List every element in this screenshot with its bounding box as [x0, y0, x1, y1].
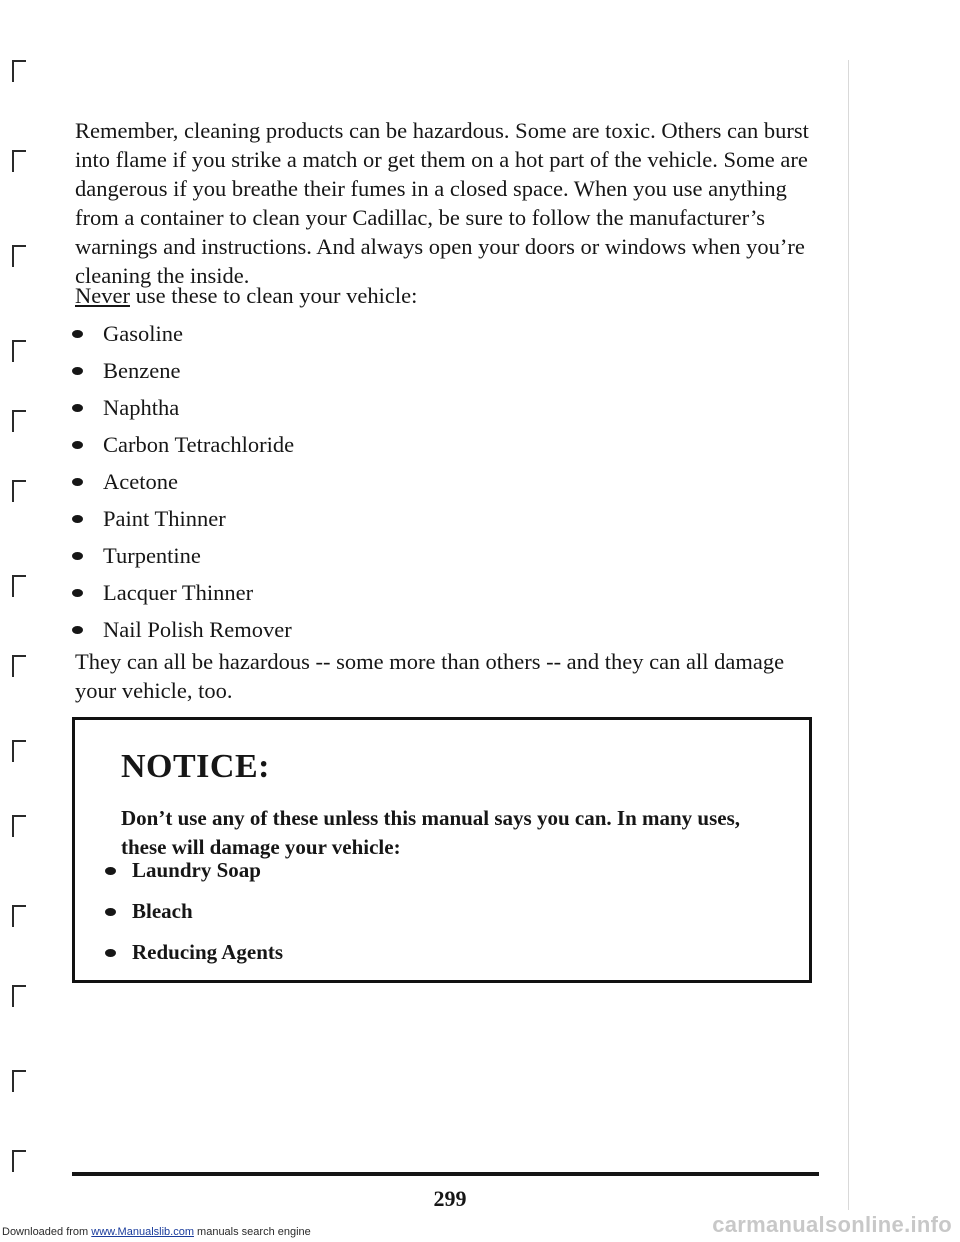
list-item	[72, 426, 294, 463]
list-item-label: Lacquer Thinner	[103, 580, 254, 605]
download-watermark	[2, 1226, 311, 1238]
bullet-icon	[72, 441, 83, 449]
page-number: 299	[433, 1186, 467, 1211]
list-item	[72, 315, 294, 352]
manualslib-link[interactable]: www.Manualslib.com	[91, 1226, 194, 1238]
notice-body: Don’t use any of these unless this manual says you can. In many uses, these will damage your vehicle:	[121, 806, 741, 859]
list-item	[72, 352, 294, 389]
watermark-suffix: manuals search engine	[193, 1226, 311, 1238]
scan-edge-line	[848, 60, 849, 1210]
list-item-label: Acetone	[103, 469, 178, 494]
closing-paragraph: They can all be hazardous -- some more than others -- and they can all damage your vehicle, too.	[75, 649, 785, 703]
list-item-label: Benzene	[103, 358, 181, 383]
hazard-list	[72, 315, 294, 648]
list-item	[72, 389, 294, 426]
bullet-icon	[72, 367, 83, 375]
footer-rule	[72, 1172, 819, 1176]
notice-title: NOTICE:	[121, 748, 270, 785]
list-item-label: Laundry Soap	[132, 858, 261, 882]
list-item-label: Reducing Agents	[132, 940, 284, 964]
bullet-icon	[72, 589, 83, 597]
list-item-label: Gasoline	[103, 321, 183, 346]
bullet-icon	[72, 515, 83, 523]
crop-mark	[12, 60, 26, 82]
notice-list	[105, 850, 283, 973]
list-item	[105, 891, 283, 932]
never-use-line	[75, 283, 417, 309]
bullet-icon	[105, 908, 116, 916]
crop-mark	[12, 410, 26, 432]
list-item-label: Nail Polish Remover	[103, 617, 292, 642]
notice-box	[72, 717, 812, 983]
crop-mark	[12, 340, 26, 362]
bullet-icon	[72, 478, 83, 486]
bullet-icon	[72, 626, 83, 634]
list-item	[105, 850, 283, 891]
crop-mark	[12, 815, 26, 837]
list-item-label: Turpentine	[103, 543, 201, 568]
crop-mark	[12, 480, 26, 502]
list-item	[105, 932, 283, 973]
site-watermark: carmanualsonline.info	[712, 1212, 952, 1237]
crop-marks	[0, 0, 60, 1242]
crop-mark	[12, 575, 26, 597]
crop-mark	[12, 245, 26, 267]
never-use-text: use these to clean your vehicle:	[129, 283, 418, 308]
crop-mark	[12, 1150, 26, 1172]
bullet-icon	[72, 404, 83, 412]
list-item	[72, 537, 294, 574]
crop-mark	[12, 1070, 26, 1092]
bullet-icon	[72, 552, 83, 560]
bullet-icon	[105, 867, 116, 875]
bullet-icon	[105, 949, 116, 957]
intro-paragraph: Remember, cleaning products can be hazardous. Some are toxic. Others can burst into flame if you strike a match or get them on a hot part of the vehicle. Some are dangerous if you breathe their fumes in a closed space. When you use anything from a container to clean your Cadillac, be sure to follow the manufacturer’s warnings and instructions. And always open your doors or windows when you’re cleaning the inside.	[75, 118, 809, 288]
list-item	[72, 574, 294, 611]
list-item-label: Bleach	[132, 899, 193, 923]
list-item-label: Naphtha	[103, 395, 180, 420]
list-item	[72, 500, 294, 537]
bullet-icon	[72, 330, 83, 338]
crop-mark	[12, 985, 26, 1007]
crop-mark	[12, 150, 26, 172]
crop-mark	[12, 740, 26, 762]
list-item-label: Carbon Tetrachloride	[103, 432, 295, 457]
never-emphasis: Never	[75, 283, 130, 308]
list-item	[72, 611, 294, 648]
watermark-prefix: Downloaded from	[2, 1226, 92, 1238]
list-item	[72, 463, 294, 500]
crop-mark	[12, 655, 26, 677]
list-item-label: Paint Thinner	[103, 506, 226, 531]
crop-mark	[12, 905, 26, 927]
